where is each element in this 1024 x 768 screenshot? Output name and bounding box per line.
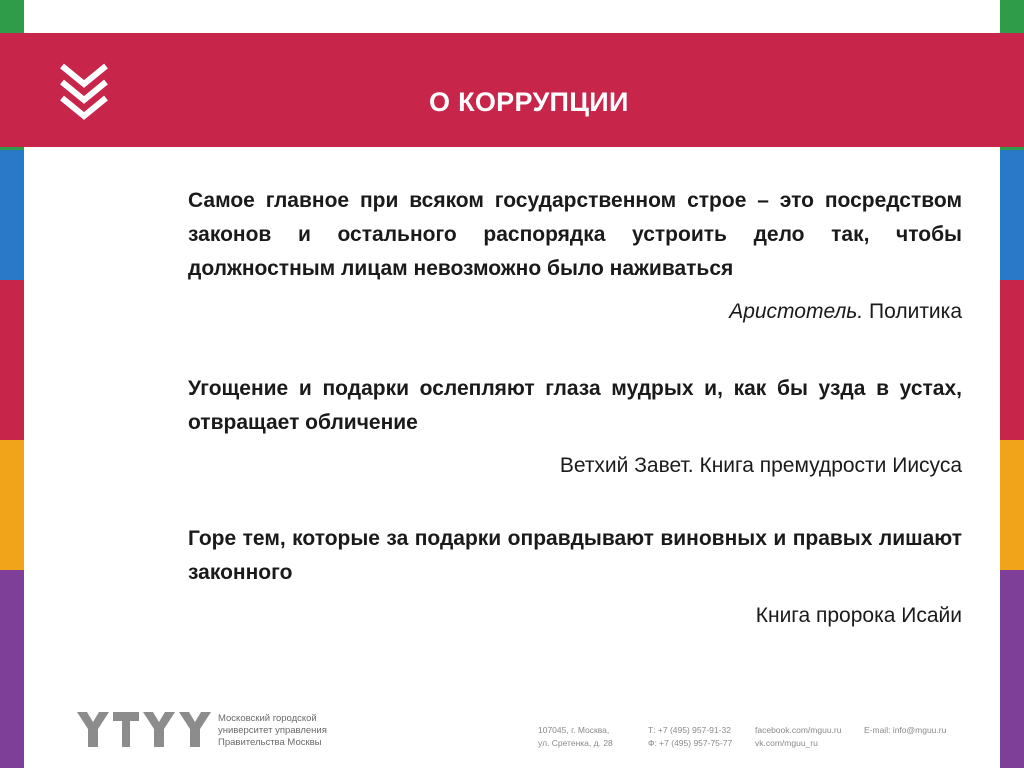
citation-aristotle xyxy=(188,295,962,329)
chevrons-down-icon xyxy=(56,60,112,122)
facebook-link[interactable]: facebook.com/mguu.ru xyxy=(755,725,842,735)
quote-isaiah: Горе тем, которые за подарки оправдывают виновных и правых лишают законного xyxy=(188,527,962,584)
quote-aristotle: Самое главное при всяком государственном строе – это посредством законов и остального распорядка устроить дело так, чтобы должностным лицам невозможно было наживаться xyxy=(188,189,962,280)
university-name: Московский городской университет управления Правительства Москвы xyxy=(218,713,327,748)
footer-address: 107045, г. Москва, ул. Сретенка, д. 28 xyxy=(538,725,613,748)
vk-link[interactable]: vk.com/mguu_ru xyxy=(755,738,818,748)
footer-phones: Т: +7 (495) 957-91-32 Ф: +7 (495) 957-75-77 xyxy=(648,725,733,748)
quotes-section xyxy=(188,184,962,633)
mguu-logo-icon xyxy=(77,712,212,747)
footer-email[interactable]: E-mail: info@mguu.ru xyxy=(864,725,947,735)
header-banner xyxy=(0,33,1024,147)
quote-sirach: Угощение и подарки ослепляют глаза мудрых и, как бы узда в устах, отвращает обличение xyxy=(188,377,962,434)
citation-work: Политика xyxy=(863,300,962,323)
slide-title: О КОРРУПЦИИ xyxy=(429,87,629,117)
footer-social xyxy=(755,724,841,750)
citation-isaiah: Книга пророка Исайи xyxy=(755,604,962,627)
citation-author: Аристотель. xyxy=(729,300,864,323)
citation-sirach: Ветхий Завет. Книга премудрости Иисуса xyxy=(559,454,962,477)
